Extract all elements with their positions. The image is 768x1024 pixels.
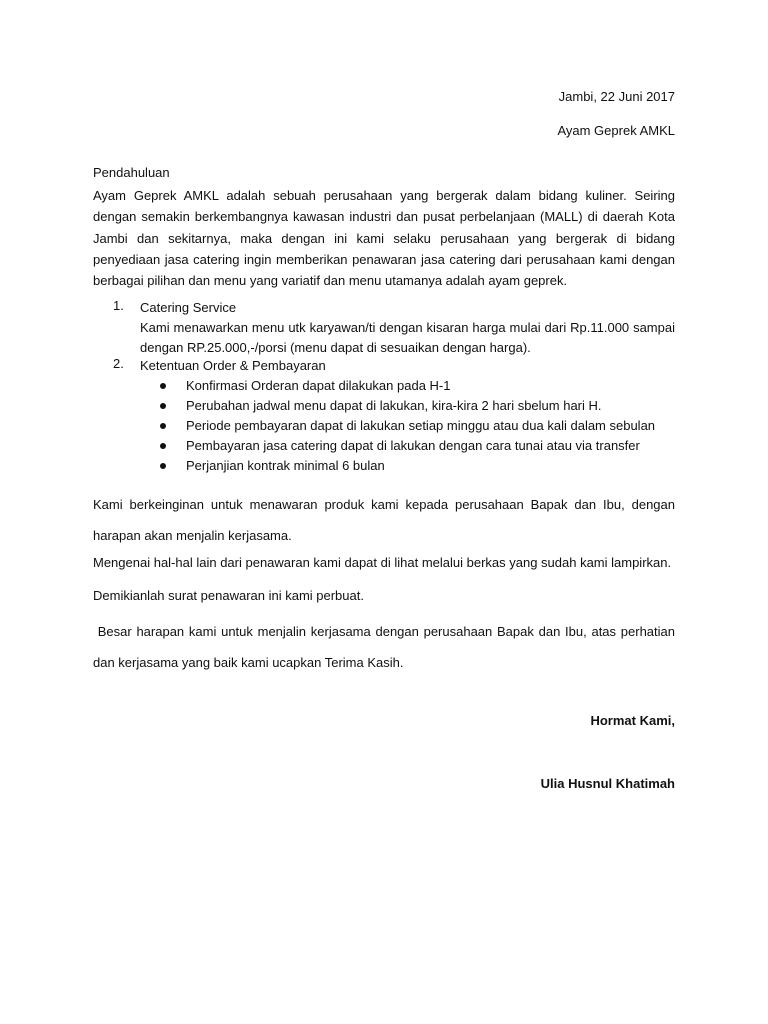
list-number: 2. (113, 356, 124, 371)
list-content (140, 298, 675, 358)
bullet-dot-icon (160, 383, 166, 389)
attachment-text: Mengenai hal-hal lain dari penawaran kami dapat di lihat melalui berkas yang sudah kami lampirkan. (93, 555, 672, 570)
list-item-catering (113, 298, 675, 358)
list-title: Catering Service (140, 300, 237, 315)
list-content (140, 356, 675, 376)
bullet-dot-icon (160, 403, 166, 409)
list-item-order-terms (113, 356, 675, 376)
bullet-item: Konfirmasi Orderan dapat dilakukan pada H-1 (158, 376, 678, 396)
bullet-dot-icon (160, 443, 166, 449)
thanks-paragraph (93, 616, 679, 678)
bullet-dot-icon (160, 423, 166, 429)
regards-line: Hormat Kami, (590, 713, 675, 728)
signatory-name: Ulia Husnul Khatimah (540, 776, 675, 791)
bullet-item: Pembayaran jasa catering dapat di lakukan dengan cara tunai atau via transfer (158, 436, 678, 456)
section-title: Pendahuluan (93, 165, 170, 180)
bullet-item: Perubahan jadwal menu dapat di lakukan, kira-kira 2 hari sbelum hari H. (158, 396, 678, 416)
letter-date: Jambi, 22 Juni 2017 (558, 89, 675, 104)
list-body: Kami menawarkan menu utk karyawan/ti dengan kisaran harga mulai dari Rp.11.000 sampai dengan RP.25.000,-/porsi (menu dapat di sesuaikan dengan harga). (140, 320, 675, 355)
closing-text: Demikianlah surat penawaran ini kami perbuat. (93, 588, 364, 603)
attachment-paragraph (93, 555, 675, 570)
intro-paragraph (93, 185, 675, 291)
intro-text: Ayam Geprek AMKL adalah sebuah perusahaan yang bergerak dalam bidang kuliner. Seiring dengan semakin berkembangnya kawasan industri dan pusat perbelanjaan (MALL) di daerah Kota Jambi dan sekitarnya, maka dengan ini kami selaku perusahaan yang bergerak di bidang penyediaan jasa catering ingin memberikan penawaran jasa catering dari perusahaan kami dengan berbagai pilihan dan menu yang variatif dan menu utamanya adalah ayam geprek. (93, 188, 675, 289)
list-title: Ketentuan Order & Pembayaran (140, 358, 326, 373)
bullet-item: Perjanjian kontrak minimal 6 bulan (158, 456, 678, 476)
closing-paragraph (93, 588, 675, 603)
thanks-text: Besar harapan kami untuk menjalin kerjasama dengan perusahaan Bapak dan Ibu, atas perhatian dan kerjasama yang baik kami ucapkan Terima Kasih. (93, 624, 679, 670)
offer-paragraph (93, 489, 675, 551)
terms-bullet-list (158, 376, 678, 476)
bullet-item: Periode pembayaran dapat di lakukan setiap minggu atau dua kali dalam sebulan (158, 416, 678, 436)
letter-sender: Ayam Geprek AMKL (557, 123, 675, 138)
bullet-dot-icon (160, 463, 166, 469)
offer-text: Kami berkeinginan untuk menawaran produk kami kepada perusahaan Bapak dan Ibu, dengan harapan akan menjalin kerjasama. (93, 497, 675, 543)
list-number: 1. (113, 298, 124, 313)
